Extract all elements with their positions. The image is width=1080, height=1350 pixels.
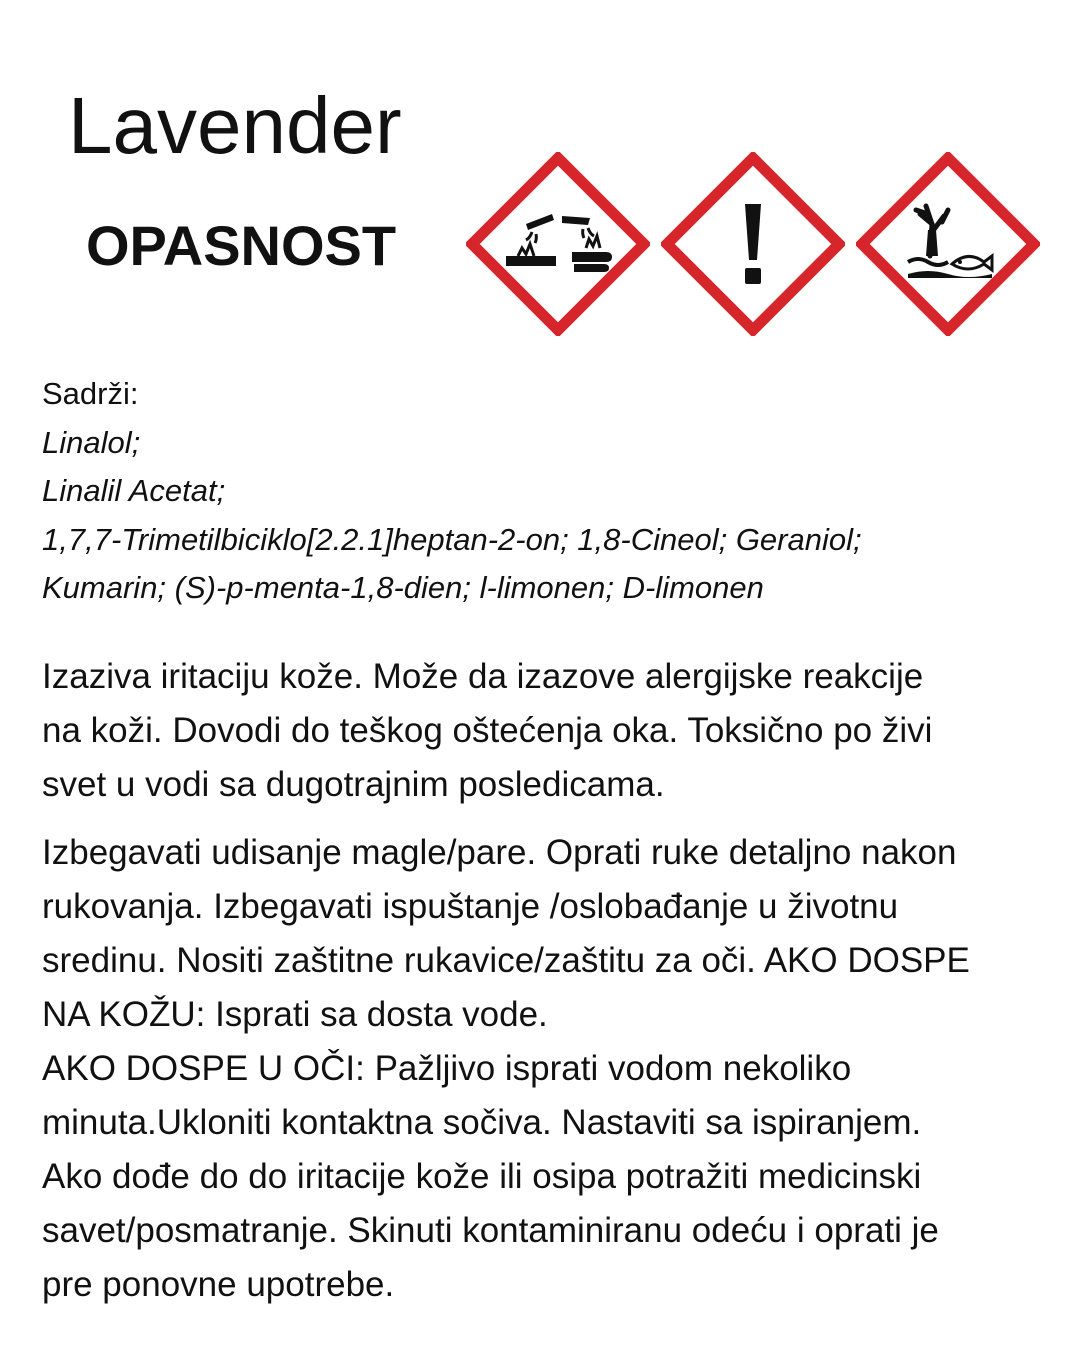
ingredient-line: Linalil Acetat; [42, 473, 226, 508]
environment-icon [856, 152, 1040, 336]
hazard-statement-line: na koži. Dovodi do teškog oštećenja oka. Toksično po živi [42, 711, 933, 750]
precaution-line: sredinu. Nositi zaštitne rukavice/zaštitu za oči. AKO DOSPE [42, 941, 970, 980]
exclamation-mark-icon [661, 152, 845, 336]
ingredient-line: Kumarin; (S)-p-menta-1,8-dien; l-limonen; D-limonen [42, 570, 764, 605]
precaution-line: savet/posmatranje. Skinuti kontaminiranu odeću i oprati je [42, 1211, 939, 1250]
product-name: Lavender [68, 81, 402, 170]
precaution-line: rukovanja. Izbegavati ispuštanje /oslobađanje u životnu [42, 887, 899, 926]
hazard-statement-line: Izaziva iritaciju kože. Može da izazove alergijske reakcije [42, 657, 924, 696]
hazard-statements [42, 650, 1052, 812]
composition-section [42, 370, 1052, 613]
composition-heading: Sadrži: [42, 376, 139, 411]
precaution-line: pre ponovne upotrebe. [42, 1265, 395, 1304]
corrosion-icon [466, 152, 650, 336]
ingredient-line: Linalol; [42, 424, 141, 460]
precaution-line: minuta.Ukloniti kontaktna sočiva. Nastaviti sa ispiranjem. [42, 1103, 922, 1142]
precaution-line: AKO DOSPE U OČI: Pažljivo isprati vodom nekoliko [42, 1049, 852, 1088]
precaution-line: Izbegavati udisanje magle/pare. Oprati ruke detaljno nakon [42, 833, 957, 872]
ingredient-line: 1,7,7-Trimetilbiciklo[2.2.1]heptan-2-on; 1,8-Cineol; Geraniol; [42, 521, 862, 557]
signal-word: OPASNOST [86, 214, 397, 277]
hazard-pictograms [466, 152, 1040, 336]
precaution-line: NA KOŽU: Isprati sa dosta vode. [42, 995, 548, 1034]
precaution-line: Ako dođe do do iritacije kože ili osipa potražiti medicinski [42, 1157, 922, 1196]
hazard-statement-line: svet u vodi sa dugotrajnim posledicama. [42, 765, 665, 804]
precautionary-statements [42, 826, 1062, 1312]
